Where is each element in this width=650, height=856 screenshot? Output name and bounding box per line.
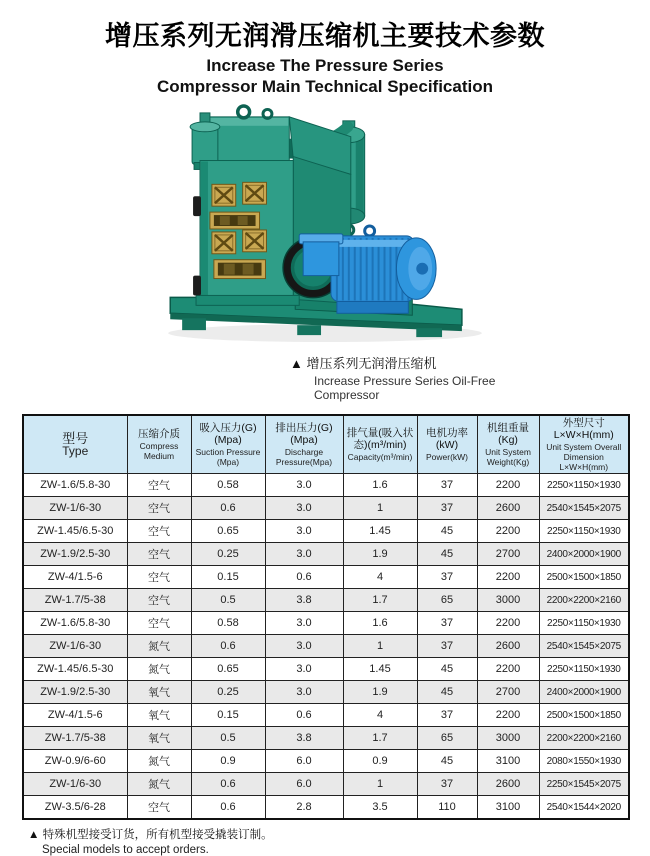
table-cell: 1 [343,635,417,658]
table-cell: ZW-1.45/6.5-30 [23,520,127,543]
table-cell: 2600 [477,497,539,520]
table-cell: 空气 [127,543,191,566]
table-cell: 2200 [477,658,539,681]
table-cell: ZW-1.45/6.5-30 [23,658,127,681]
table-cell: 3.0 [265,497,343,520]
table-row [23,589,629,612]
table-cell: 2400×2000×1900 [539,543,629,566]
table-cell: 1.45 [343,520,417,543]
table-cell: 1.9 [343,681,417,704]
table-cell: 45 [417,543,477,566]
table-cell: 2080×1550×1930 [539,750,629,773]
table-row [23,750,629,773]
table-cell: 2.8 [265,796,343,820]
table-cell: 2500×1500×1850 [539,566,629,589]
table-cell: ZW-1.9/2.5-30 [23,543,127,566]
table-cell: ZW-0.9/6-60 [23,750,127,773]
table-cell: 0.65 [191,658,265,681]
table-cell: 2700 [477,681,539,704]
table-cell: 0.58 [191,612,265,635]
table-cell: 0.15 [191,566,265,589]
table-cell: 37 [417,773,477,796]
table-cell: 2600 [477,773,539,796]
table-cell: 1.6 [343,612,417,635]
subtitle-line-2: Compressor Main Technical Specification [157,77,493,96]
figure-caption [290,353,505,402]
table-cell: 0.9 [191,750,265,773]
table-row [23,612,629,635]
table-cell: 2700 [477,543,539,566]
table-cell: 4 [343,566,417,589]
table-row [23,796,629,820]
table-cell: ZW-1.6/5.8-30 [23,474,127,497]
table-cell: 0.25 [191,681,265,704]
table-cell: 110 [417,796,477,820]
table-cell: ZW-1.7/5-38 [23,727,127,750]
table-row [23,543,629,566]
column-header: 排气量(吸入状态)(m³/min) Capacity(m³/min) [343,415,417,474]
table-cell: 氮气 [127,750,191,773]
catalog-page [0,14,650,856]
table-cell: 0.65 [191,520,265,543]
table-cell: 1.7 [343,589,417,612]
table-cell: 3000 [477,727,539,750]
compressor-illustration [145,101,505,349]
table-cell: 3.0 [265,520,343,543]
table-cell: 3100 [477,750,539,773]
table-cell: 2500×1500×1850 [539,704,629,727]
table-cell: 3.0 [265,658,343,681]
table-cell: 45 [417,658,477,681]
table-row [23,497,629,520]
table-cell: 2250×1150×1930 [539,612,629,635]
table-cell: 氮气 [127,635,191,658]
table-row [23,681,629,704]
table-cell: 6.0 [265,773,343,796]
table-cell: 3000 [477,589,539,612]
table-row [23,773,629,796]
page-subtitle [0,55,650,97]
table-cell: 65 [417,727,477,750]
table-cell: 2200 [477,566,539,589]
figure-caption-en: Increase Pressure Series Oil-Free Compressor [314,374,496,402]
footnote [28,826,650,856]
table-row [23,635,629,658]
table-cell: 37 [417,566,477,589]
table-cell: 空气 [127,612,191,635]
table-cell: 2250×1150×1930 [539,658,629,681]
table-cell: ZW-1.7/5-38 [23,589,127,612]
column-header: 电机功率(kW) Power(kW) [417,415,477,474]
table-cell: 空气 [127,520,191,543]
subtitle-line-1: Increase The Pressure Series [206,56,444,75]
table-cell: 1 [343,497,417,520]
table-cell: 0.6 [265,704,343,727]
table-cell: 3.8 [265,727,343,750]
table-cell: 空气 [127,796,191,820]
table-cell: 空气 [127,474,191,497]
table-cell: 2540×1544×2020 [539,796,629,820]
table-cell: 2200 [477,474,539,497]
table-cell: 2200×2200×2160 [539,727,629,750]
table-cell: 45 [417,681,477,704]
table-cell: ZW-1.6/5.8-30 [23,612,127,635]
table-cell: 2250×1150×1930 [539,520,629,543]
table-cell: 0.6 [265,566,343,589]
figure-caption-zh: ▲ 增压系列无润滑压缩机 [290,356,437,371]
compressor-figure [145,101,505,402]
table-row [23,704,629,727]
table-cell: ZW-1/6-30 [23,773,127,796]
table-cell: 0.15 [191,704,265,727]
table-cell: 2250×1545×2075 [539,773,629,796]
table-cell: 3.8 [265,589,343,612]
table-cell: 45 [417,520,477,543]
table-cell: 0.58 [191,474,265,497]
table-cell: 0.5 [191,589,265,612]
page-title: 增压系列无润滑压缩机主要技术参数 [105,21,545,51]
table-cell: 空气 [127,566,191,589]
table-row [23,566,629,589]
table-cell: 2540×1545×2075 [539,635,629,658]
table-header-row [23,415,629,474]
table-cell: ZW-1.9/2.5-30 [23,681,127,704]
table-row [23,520,629,543]
table-cell: 37 [417,474,477,497]
table-cell: ZW-4/1.5-6 [23,566,127,589]
table-cell: 氧气 [127,704,191,727]
table-cell: 0.6 [191,773,265,796]
table-cell: 45 [417,750,477,773]
table-cell: 氮气 [127,658,191,681]
table-cell: 2200 [477,704,539,727]
table-cell: 37 [417,704,477,727]
table-cell: 1 [343,773,417,796]
table-cell: ZW-1/6-30 [23,497,127,520]
column-header: 型号 Type [23,415,127,474]
table-cell: 2200 [477,520,539,543]
footnote-en: Special models to accept orders. [42,844,209,856]
table-cell: 0.6 [191,796,265,820]
table-cell: ZW-4/1.5-6 [23,704,127,727]
column-header: 吸入压力(G)(Mpa) Suction Pressure (Mpa) [191,415,265,474]
table-cell: 37 [417,612,477,635]
table-cell: 0.6 [191,497,265,520]
table-cell: 0.25 [191,543,265,566]
table-cell: 氧气 [127,727,191,750]
table-row [23,474,629,497]
spec-table [22,414,630,820]
table-cell: 37 [417,635,477,658]
table-cell: 3.0 [265,474,343,497]
table-body [23,474,629,820]
table-row [23,658,629,681]
table-cell: 2200 [477,612,539,635]
table-cell: ZW-1/6-30 [23,635,127,658]
column-header: 外型尺寸L×W×H(mm) Unit System Overall Dimension L×W×H(mm) [539,415,629,474]
table-cell: 3.0 [265,681,343,704]
table-cell: 0.6 [191,635,265,658]
table-row [23,727,629,750]
table-cell: 4 [343,704,417,727]
table-cell: 3.0 [265,612,343,635]
table-cell: 1.45 [343,658,417,681]
table-cell: 0.5 [191,727,265,750]
table-cell: 65 [417,589,477,612]
table-cell: 3100 [477,796,539,820]
table-cell: 氧气 [127,681,191,704]
table-cell: 1.9 [343,543,417,566]
table-cell: 2250×1150×1930 [539,474,629,497]
table-cell: 空气 [127,497,191,520]
table-cell: 氮气 [127,773,191,796]
table-cell: 2400×2000×1900 [539,681,629,704]
table-cell: 3.0 [265,635,343,658]
table-cell: 1.7 [343,727,417,750]
table-cell: 2540×1545×2075 [539,497,629,520]
table-cell: 37 [417,497,477,520]
table-cell: ZW-3.5/6-28 [23,796,127,820]
table-cell: 空气 [127,589,191,612]
column-header: 机组重量(Kg) Unit System Weight(Kg) [477,415,539,474]
table-cell: 2200×2200×2160 [539,589,629,612]
footnote-zh: ▲ 特殊机型接受订货，所有机型接受撬装订制。 [28,829,273,841]
table-cell: 2600 [477,635,539,658]
column-header: 排出压力(G)(Mpa) Discharge Pressure(Mpa) [265,415,343,474]
column-header: 压缩介质 Compress Medium [127,415,191,474]
table-cell: 0.9 [343,750,417,773]
table-cell: 6.0 [265,750,343,773]
table-cell: 3.0 [265,543,343,566]
table-cell: 1.6 [343,474,417,497]
table-cell: 3.5 [343,796,417,820]
